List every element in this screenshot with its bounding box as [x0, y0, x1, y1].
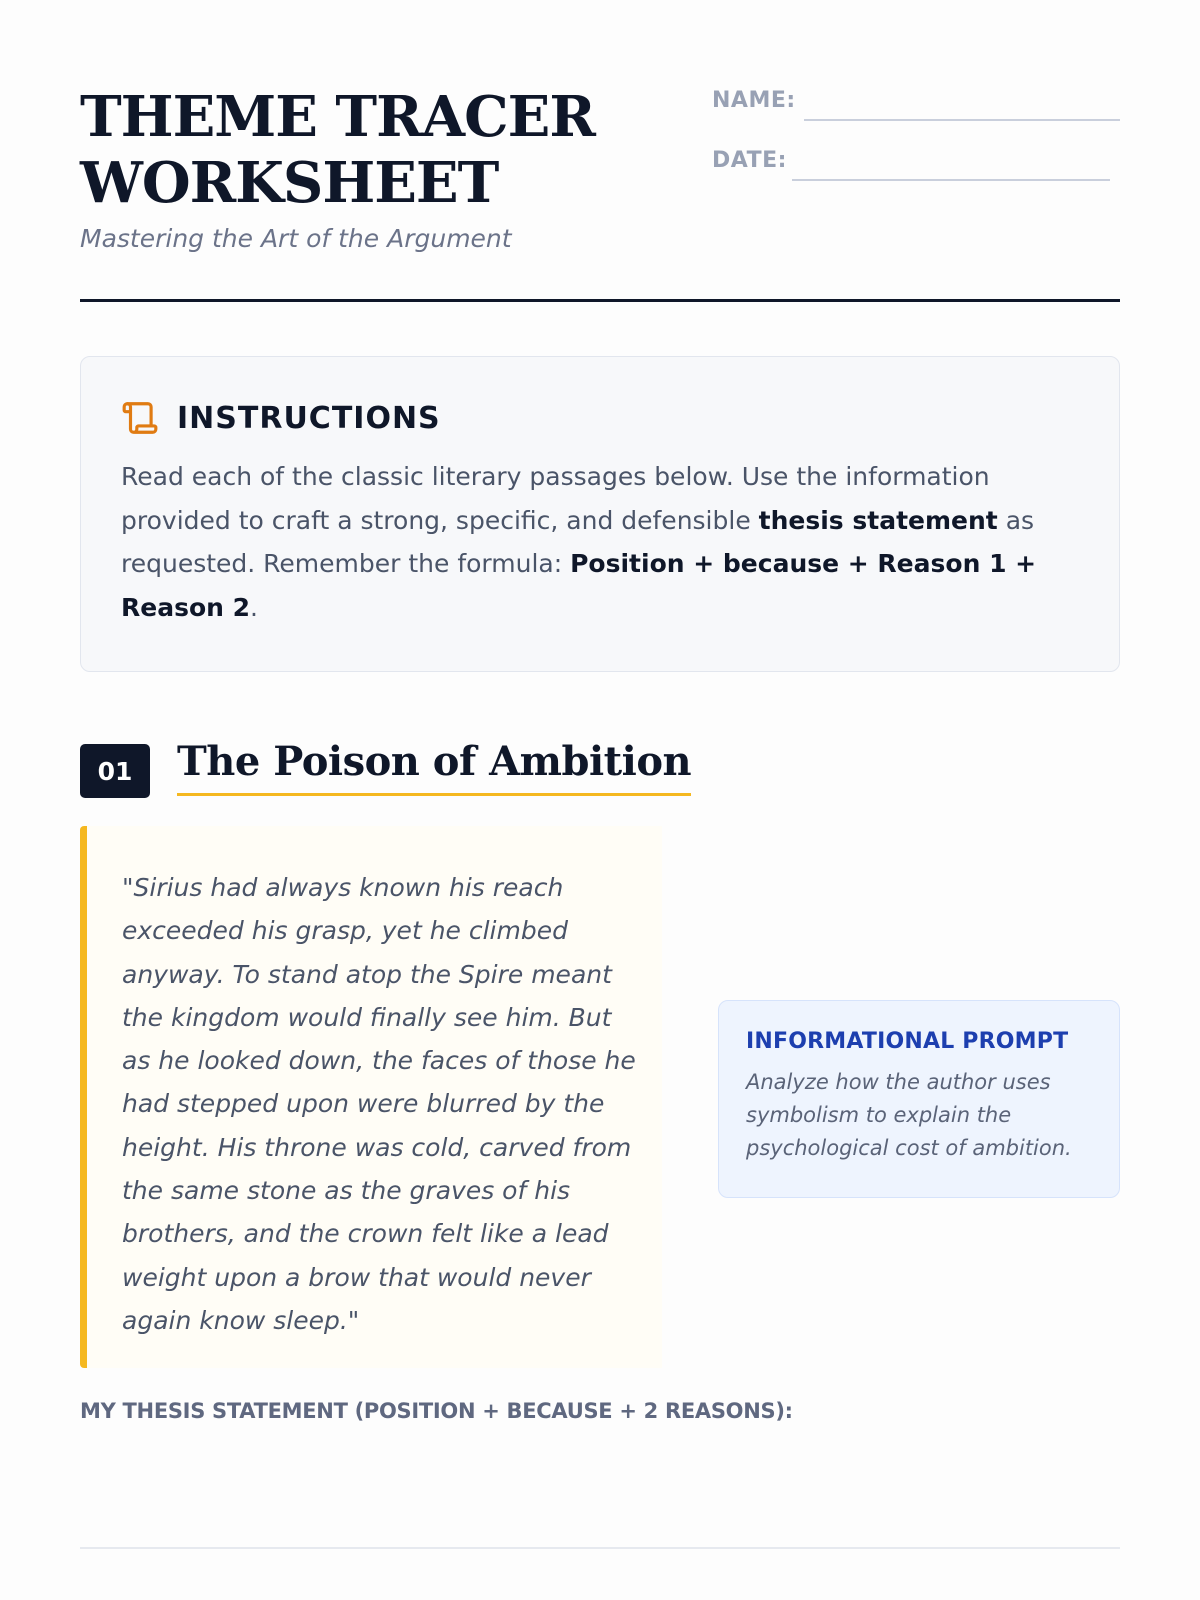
prompt-text: Analyze how the author uses symbolism to explain the psychological cost of ambition.: [746, 1070, 1072, 1160]
passage-text: "Sirius had always known his reach exceeded his grasp, yet he climbed anyway. To stand atop the Spire meant the kingdom would finally see him. But as he looked down, the faces of those he had stepped upon were blurred by the height. His throne was cold, carved from the same stone as the graves of his brothers, and the crown felt like a lead weight upon a brow that would never again know sleep.": [122, 873, 636, 1335]
name-label: NAME:: [712, 88, 796, 113]
instructions-bold-formula: Position + because + Reason 1 + Reason 2: [121, 549, 1037, 622]
title-block: [80, 84, 680, 253]
title-line-2: WORKSHEET: [80, 150, 499, 216]
name-line[interactable]: [804, 119, 1120, 121]
worksheet-subtitle: Mastering the Art of the Argument: [80, 224, 512, 253]
student-fields: [712, 88, 1120, 208]
instructions-bold-thesis: thesis statement: [758, 505, 998, 535]
prompt-title: INFORMATIONAL PROMPT: [746, 1029, 1069, 1054]
section-title: The Poison of Ambition: [177, 738, 691, 796]
scroll-icon: [121, 399, 159, 437]
thesis-statement-label: MY THESIS STATEMENT (POSITION + BECAUSE + 2 REASONS):: [80, 1399, 793, 1423]
date-field[interactable]: [712, 148, 1120, 208]
instructions-text-3: .: [250, 592, 258, 622]
worksheet-title: [80, 84, 680, 216]
date-line[interactable]: [792, 179, 1110, 181]
header-divider: [80, 299, 1120, 302]
name-field[interactable]: [712, 88, 1120, 148]
instructions-text: [121, 455, 1061, 629]
thesis-answer-line[interactable]: [80, 1547, 1120, 1549]
informational-prompt-box: [718, 1000, 1120, 1198]
section-number-badge: 01: [80, 744, 150, 798]
date-label: DATE:: [712, 148, 787, 173]
title-line-1: THEME TRACER: [80, 84, 595, 150]
instructions-box: [80, 356, 1120, 672]
instructions-text-1: Read each of the classic literary passages below. Use the information provided to craft a strong, specific, and defensible: [121, 462, 990, 535]
instructions-title: INSTRUCTIONS: [177, 400, 441, 436]
instructions-text-2: as requested. Remember the formula:: [121, 505, 1035, 578]
worksheet-header: [80, 84, 1120, 304]
passage-quote: [80, 826, 662, 1368]
instructions-header: [121, 397, 1079, 439]
